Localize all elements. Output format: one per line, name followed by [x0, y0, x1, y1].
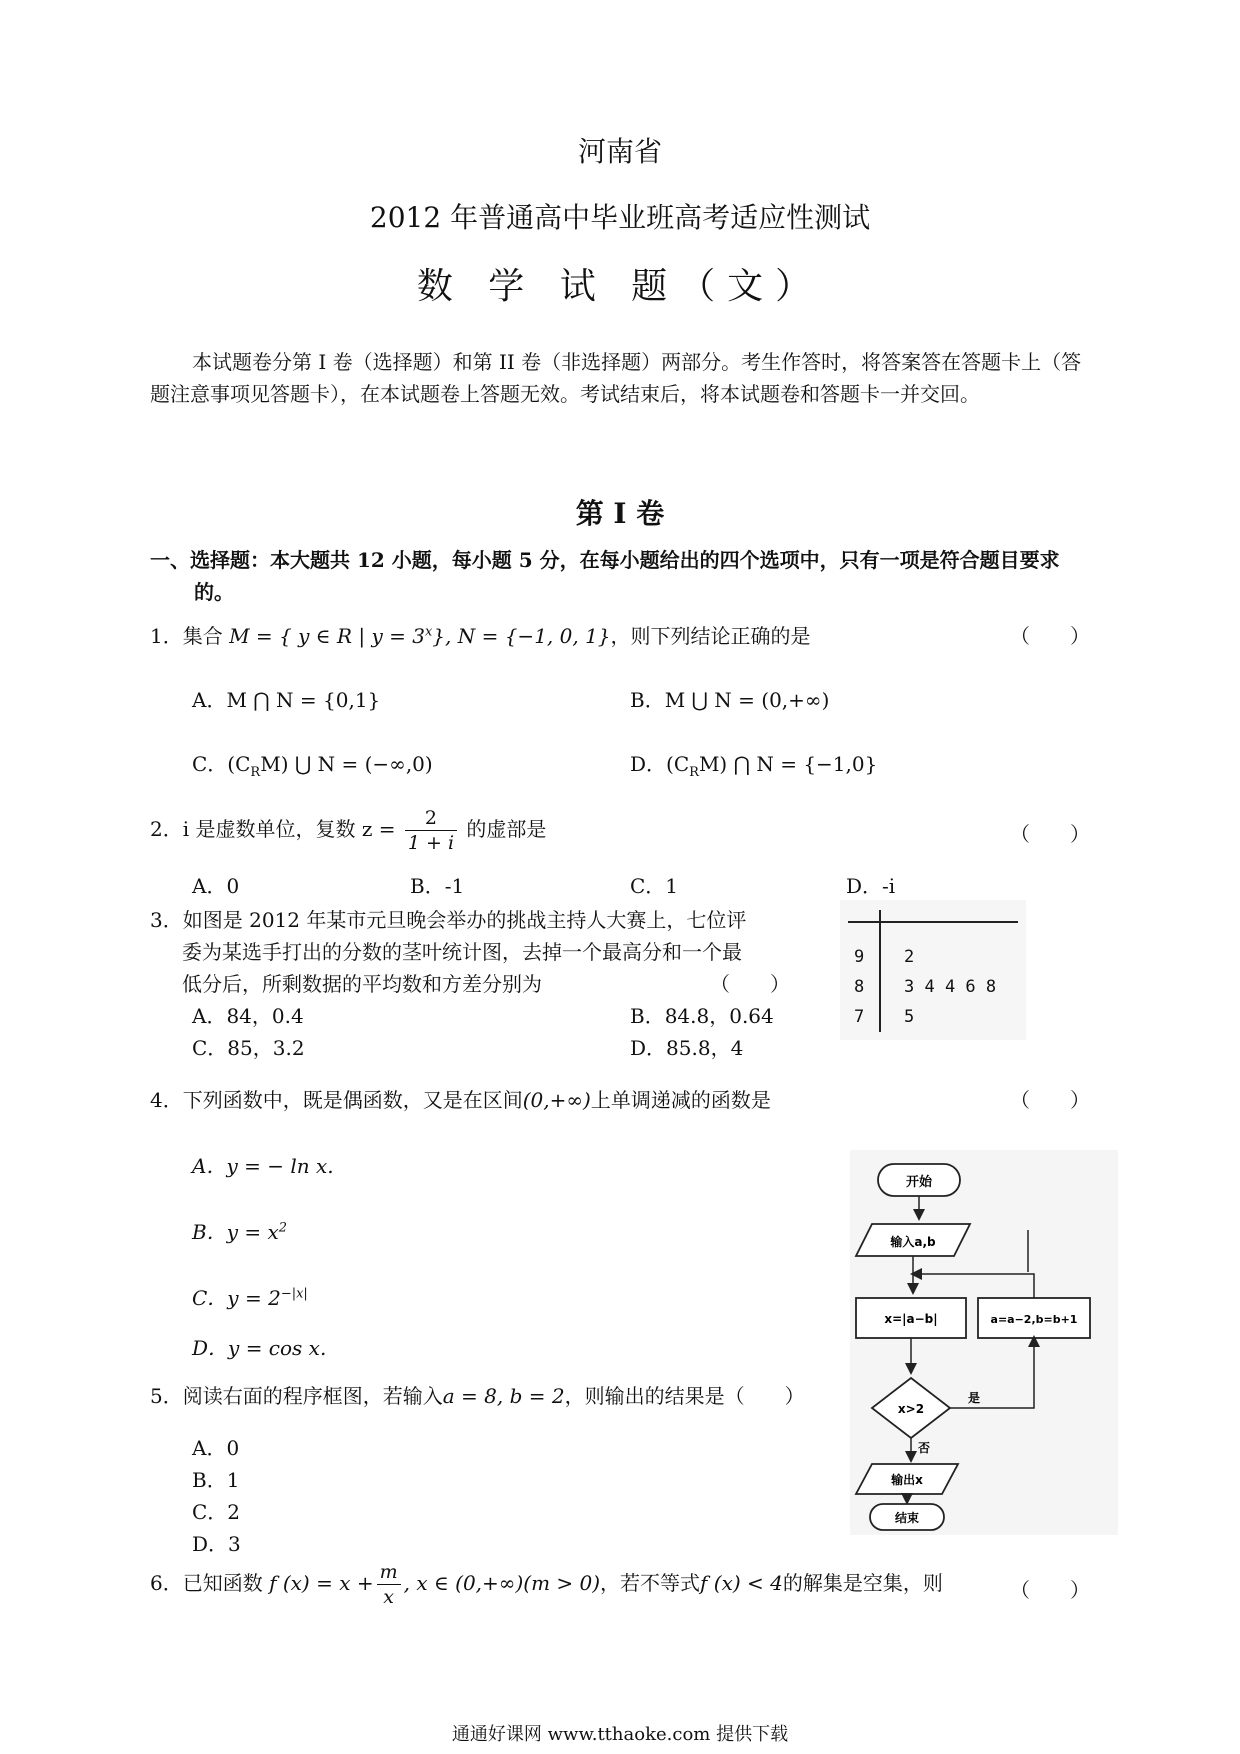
question-2: [150, 806, 546, 855]
q5-option-c: C．2: [192, 1500, 241, 1524]
q2-option-d: D．-i: [846, 874, 896, 898]
q1-option-c: [192, 748, 433, 780]
q6-stem-pre: 已知函数: [182, 1571, 263, 1595]
question-1: [150, 620, 811, 649]
flow-start-label: 开始: [905, 1175, 933, 1190]
flowchart-svg: [850, 1150, 1118, 1535]
q2-stem-post: 的虚部是: [466, 817, 547, 841]
q5-option-d: D．3: [192, 1532, 241, 1556]
q4-stem-pre: 下列函数中，既是偶函数，又是在区间: [182, 1088, 523, 1112]
q1-option-c-sub: R: [250, 765, 261, 780]
q6-num: 6．: [150, 1571, 183, 1595]
page-footer: 通通好课网 www.tthaoke.com 提供下载: [451, 1724, 789, 1745]
q4-option-b-exp: 2: [278, 1220, 288, 1236]
q6-stem-mid: ，若不等式: [600, 1571, 701, 1595]
flow-output-label: 输出x: [891, 1473, 923, 1487]
q3-option-b: B．84.8，0.64: [630, 1004, 774, 1028]
q4-option-c-exp: −|x|: [280, 1286, 308, 1302]
q2-option-b: B．-1: [410, 874, 465, 898]
leaf-values: 3 4 4 6 8: [904, 977, 997, 997]
flow-process-label: x=|a−b|: [884, 1312, 938, 1326]
stem-leaf-row: [848, 942, 1018, 972]
q4-answer-paren: （ ）: [1010, 1088, 1090, 1112]
q1-exp: x: [424, 624, 433, 640]
leaf-values: 2: [904, 947, 915, 967]
intro-paragraph: 本试题卷分第 I 卷（选择题）和第 II 卷（非选择题）两部分。考生作答时，将答案答在答题卡上（答题注意事项见答题卡），在本试题卷上答题无效。考试结束后，将本试题卷和答题卡一并交回。: [150, 350, 1082, 406]
q3-line3: 低分后，所剩数据的平均数和方差分别为: [182, 972, 542, 996]
q1-set-n: }, N = {−1, 0, 1}: [432, 624, 611, 648]
q5-option-b: B．1: [192, 1468, 240, 1492]
q4-num: 4．: [150, 1088, 183, 1112]
q4-option-c-pre: C．y = 2: [192, 1286, 281, 1310]
q6-frac-num: m: [377, 1560, 401, 1585]
q3-answer-paren: （ ）: [710, 972, 790, 996]
stem-leaf-plot: [840, 900, 1026, 1040]
subject-title: 数 学 试 题（文）: [416, 266, 824, 307]
q6-inequality: f (x) < 4: [700, 1571, 783, 1595]
flow-no-label: 否: [918, 1441, 931, 1455]
flow-input-label: 输入a,b: [890, 1235, 936, 1249]
q1-option-d-pre: D．(C: [630, 752, 690, 776]
q6-answer-paren: （ ）: [1010, 1578, 1090, 1602]
q2-frac-den: 1 + i: [407, 832, 455, 854]
section-title: 一、选择题：本大题共 12 小题，每小题 5 分，在每小题给出的四个选项中，只有一项是符合题目要求的。: [150, 548, 1060, 604]
q6-frac-den: x: [383, 1586, 394, 1608]
q3-text-1: 如图是 2012 年某市元旦晚会举办的挑战主持人大赛上，七位评: [182, 908, 747, 932]
q3-option-a: A．84，0.4: [192, 1004, 304, 1028]
q1-stem-pre: 集合: [182, 624, 223, 648]
stem-value: 9: [854, 947, 865, 967]
q3-option-c: C．85，3.2: [192, 1036, 305, 1060]
q1-set-m: M = { y ∈ R | y = 3: [229, 624, 425, 648]
q4-option-b: [192, 1216, 287, 1245]
q1-option-d-rest: M) ⋂ N = {−1,0}: [698, 752, 878, 776]
q2-frac-num: 2: [405, 806, 457, 831]
question-4: [150, 1084, 771, 1113]
q3-line2: 委为某选手打出的分数的茎叶统计图，去掉一个最高分和一个最: [182, 940, 742, 964]
q4-interval: (0,+∞): [522, 1088, 591, 1112]
q5-option-a: A．0: [192, 1436, 240, 1460]
q1-answer-paren: （ ）: [1010, 624, 1090, 648]
q2-answer-paren: （ ）: [1010, 822, 1090, 846]
flow-yes-label: 是: [968, 1391, 981, 1405]
q1-option-c-rest: M) ⋃ N = (−∞,0): [260, 752, 433, 776]
program-flowchart: [850, 1150, 1118, 1535]
q3-line1: [150, 904, 746, 933]
q2-fraction: [405, 806, 457, 855]
q2-option-a: A．0: [192, 874, 240, 898]
flow-update-label: a=a−2,b=b+1: [990, 1313, 1078, 1326]
q2-num: 2．: [150, 817, 183, 841]
q1-option-a: A．M ⋂ N = {0,1}: [192, 688, 381, 712]
q1-option-c-pre: C．(C: [192, 752, 251, 776]
q5-inputs: a = 8, b = 2: [442, 1384, 565, 1408]
q4-option-b-pre: B．y = x: [192, 1220, 279, 1244]
q2-option-c: C．1: [630, 874, 679, 898]
q4-stem-post: 上单调递减的函数是: [590, 1088, 771, 1112]
flow-end-label: 结束: [894, 1511, 920, 1525]
stem-value: 7: [854, 1007, 865, 1027]
province-title: 河南省: [577, 135, 662, 168]
exam-title: 2012 年普通高中毕业班高考适应性测试: [369, 201, 871, 234]
q5-stem-pre: 阅读右面的程序框图，若输入: [182, 1384, 443, 1408]
q3-option-d: D．85.8，4: [630, 1036, 744, 1060]
q6-func-post: , x ∈ (0,+∞)(m > 0): [403, 1571, 601, 1595]
question-6: [150, 1560, 943, 1609]
q4-option-c: [192, 1282, 308, 1311]
leaf-values: 5: [904, 1007, 915, 1027]
q1-option-b: B．M ⋃ N = (0,+∞): [630, 688, 830, 712]
q5-stem-post: ，则输出的结果是（ ）: [564, 1384, 805, 1408]
q1-num: 1．: [150, 624, 183, 648]
stem-leaf-row: [848, 1002, 1018, 1032]
q4-option-d: D．y = cos x.: [192, 1336, 327, 1360]
q3-num: 3．: [150, 908, 183, 932]
stem-leaf-rows: [848, 942, 1018, 1032]
q1-option-d-sub: R: [689, 765, 699, 780]
q1-stem-post: ，则下列结论正确的是: [610, 624, 811, 648]
stem-value: 8: [854, 977, 865, 997]
question-5: [150, 1380, 805, 1409]
q6-fraction: [377, 1560, 401, 1609]
stem-leaf-row: [848, 972, 1018, 1002]
volume-title: 第 I 卷: [575, 497, 665, 530]
q6-func-pre: f (x) = x +: [269, 1571, 374, 1595]
q6-stem-post: 的解集是空集，则: [782, 1571, 943, 1595]
q4-option-a: A．y = − ln x.: [192, 1154, 334, 1178]
q2-stem-pre: i 是虚数单位，复数 z =: [182, 817, 396, 841]
q5-num: 5．: [150, 1384, 183, 1408]
q1-option-d: [630, 748, 877, 780]
flow-decision-label: x>2: [897, 1402, 925, 1416]
